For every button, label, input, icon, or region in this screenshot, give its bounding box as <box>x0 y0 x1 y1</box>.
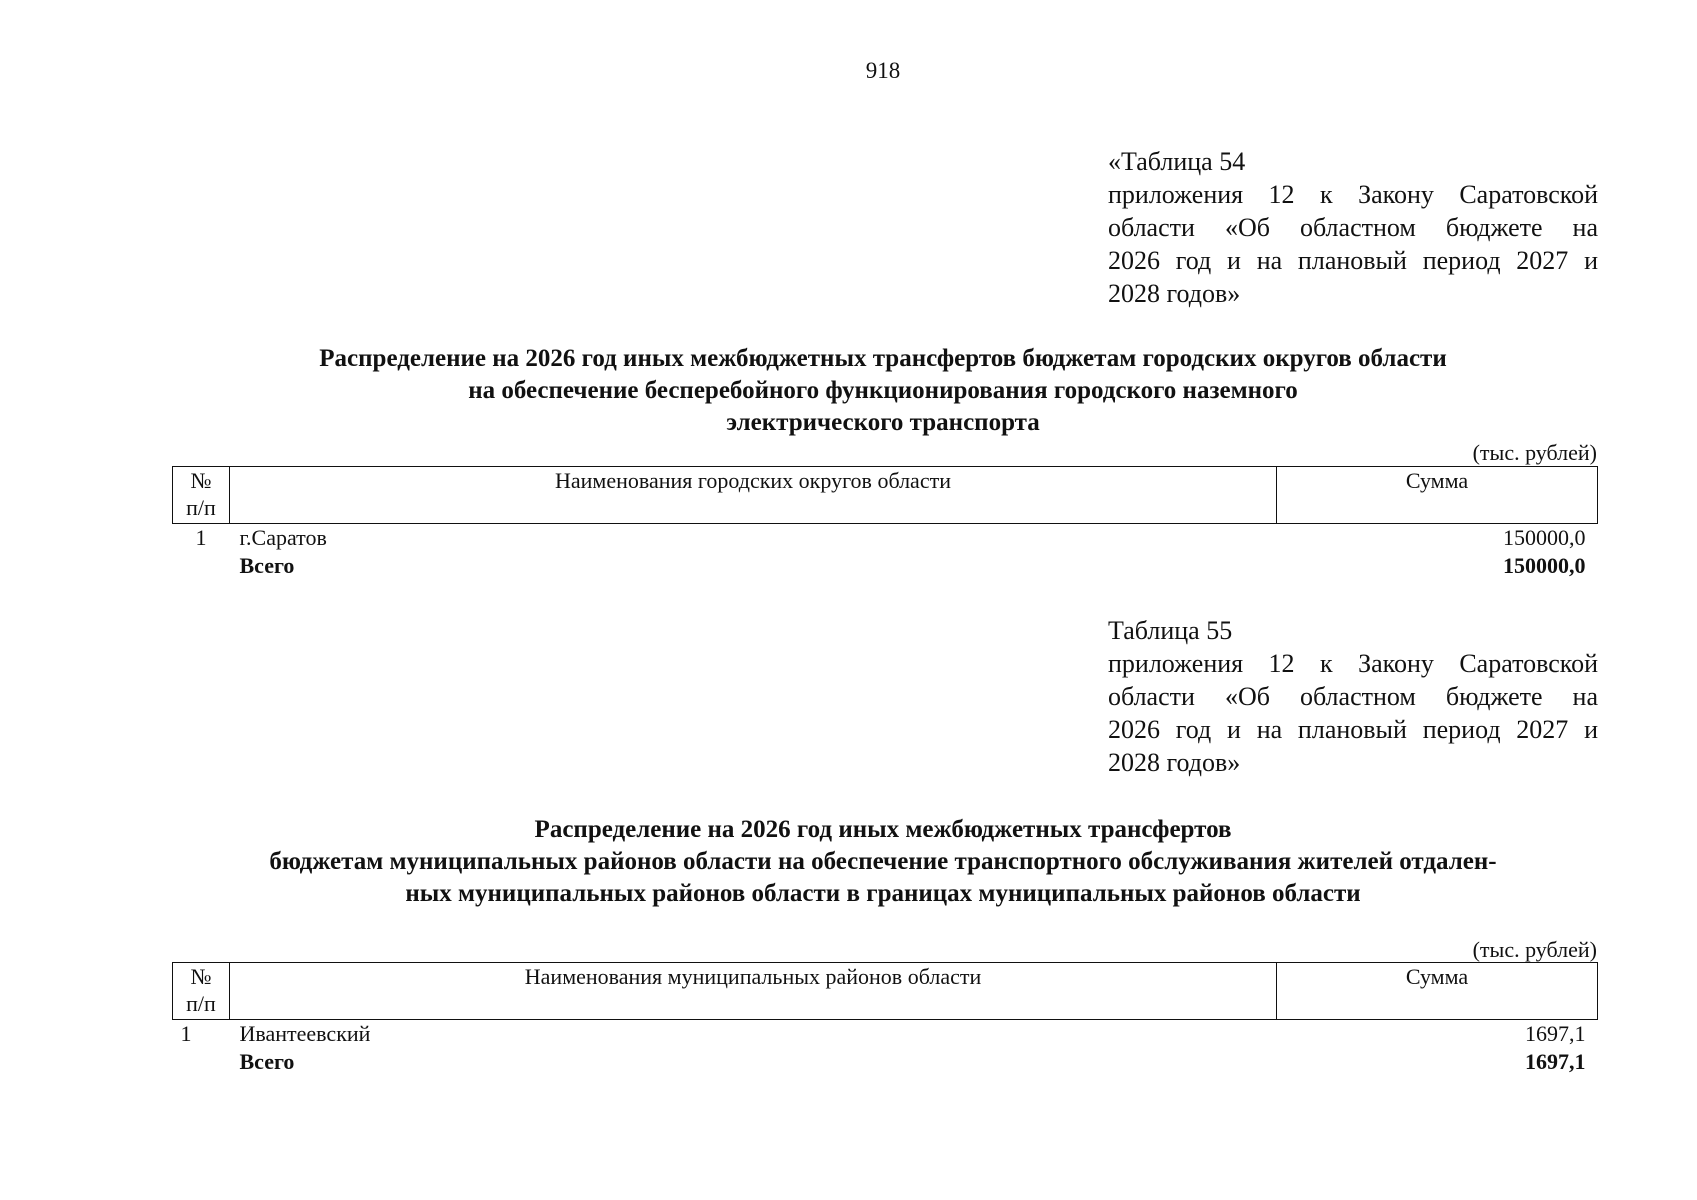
table-row <box>173 524 1598 553</box>
row-name: Ивантеевский <box>239 1021 371 1046</box>
units-label: (тыс. рублей) <box>1472 937 1597 962</box>
appendix-text-line: 2026 год и на плановый период 2027 и <box>1108 246 1598 275</box>
row-sum: 150000,0 <box>1503 525 1586 550</box>
title-line: Распределение на 2026 год иных межбюджетных трансфертов бюджетам городских округов области <box>319 345 1447 372</box>
header-sum: Сумма <box>1277 963 1598 1020</box>
total-row <box>173 1048 1598 1076</box>
total-row <box>173 552 1598 580</box>
appendix-text-line: области «Об областном бюджете на <box>1108 682 1598 711</box>
table-55 <box>172 962 1598 1076</box>
appendix-text-line: 2028 годов» <box>1108 748 1241 777</box>
header-name: Наименования городских округов области <box>230 467 1277 524</box>
appendix-reference-table-54 <box>1108 145 1598 310</box>
row-number: 1 <box>195 525 207 550</box>
total-label: Всего <box>239 553 295 578</box>
header-number-abbrev: п/п <box>186 495 216 520</box>
header-number <box>173 467 230 524</box>
appendix-text-line: 2026 год и на плановый период 2027 и <box>1108 715 1598 744</box>
appendix-text-line: области «Об областном бюджете на <box>1108 213 1598 242</box>
appendix-text-line: 2028 годов» <box>1108 279 1241 308</box>
total-label: Всего <box>239 1049 295 1074</box>
table-55-title <box>150 814 1616 910</box>
total-number-empty <box>173 552 230 580</box>
header-number-symbol: № <box>190 468 212 493</box>
appendix-text-line: приложения 12 к Закону Саратовской <box>1108 649 1598 678</box>
appendix-table-label: Таблица 55 <box>1108 616 1233 645</box>
table-row <box>173 1020 1598 1049</box>
table-54-title <box>150 343 1616 439</box>
table-header-row <box>173 467 1598 524</box>
title-line: бюджетам муниципальных районов области на обеспечение транспортного обслуживания жителей отдален- <box>269 848 1497 875</box>
appendix-reference-table-55 <box>1108 614 1598 779</box>
title-line: ных муниципальных районов области в границах муниципальных районов области <box>405 880 1361 907</box>
header-number-symbol: № <box>190 964 212 989</box>
header-name: Наименования муниципальных районов области <box>230 963 1277 1020</box>
appendix-text-line: приложения 12 к Закону Саратовской <box>1108 180 1598 209</box>
row-sum: 1697,1 <box>1525 1021 1586 1046</box>
header-number-abbrev: п/п <box>186 991 216 1016</box>
header-number <box>173 963 230 1020</box>
row-name: г.Саратов <box>239 525 327 550</box>
total-number-empty <box>173 1048 230 1076</box>
header-sum: Сумма <box>1277 467 1598 524</box>
row-number: 1 <box>180 1021 192 1046</box>
table-header-row <box>173 963 1598 1020</box>
title-line: на обеспечение бесперебойного функционирования городского наземного <box>468 377 1298 404</box>
units-label: (тыс. рублей) <box>1472 440 1597 465</box>
total-sum: 1697,1 <box>1525 1049 1586 1074</box>
appendix-table-label: «Таблица 54 <box>1108 147 1246 176</box>
total-sum: 150000,0 <box>1503 553 1586 578</box>
title-line: Распределение на 2026 год иных межбюджетных трансфертов <box>534 816 1232 843</box>
page-number: 918 <box>865 58 901 83</box>
title-line: электрического транспорта <box>726 409 1040 436</box>
table-54 <box>172 466 1598 580</box>
